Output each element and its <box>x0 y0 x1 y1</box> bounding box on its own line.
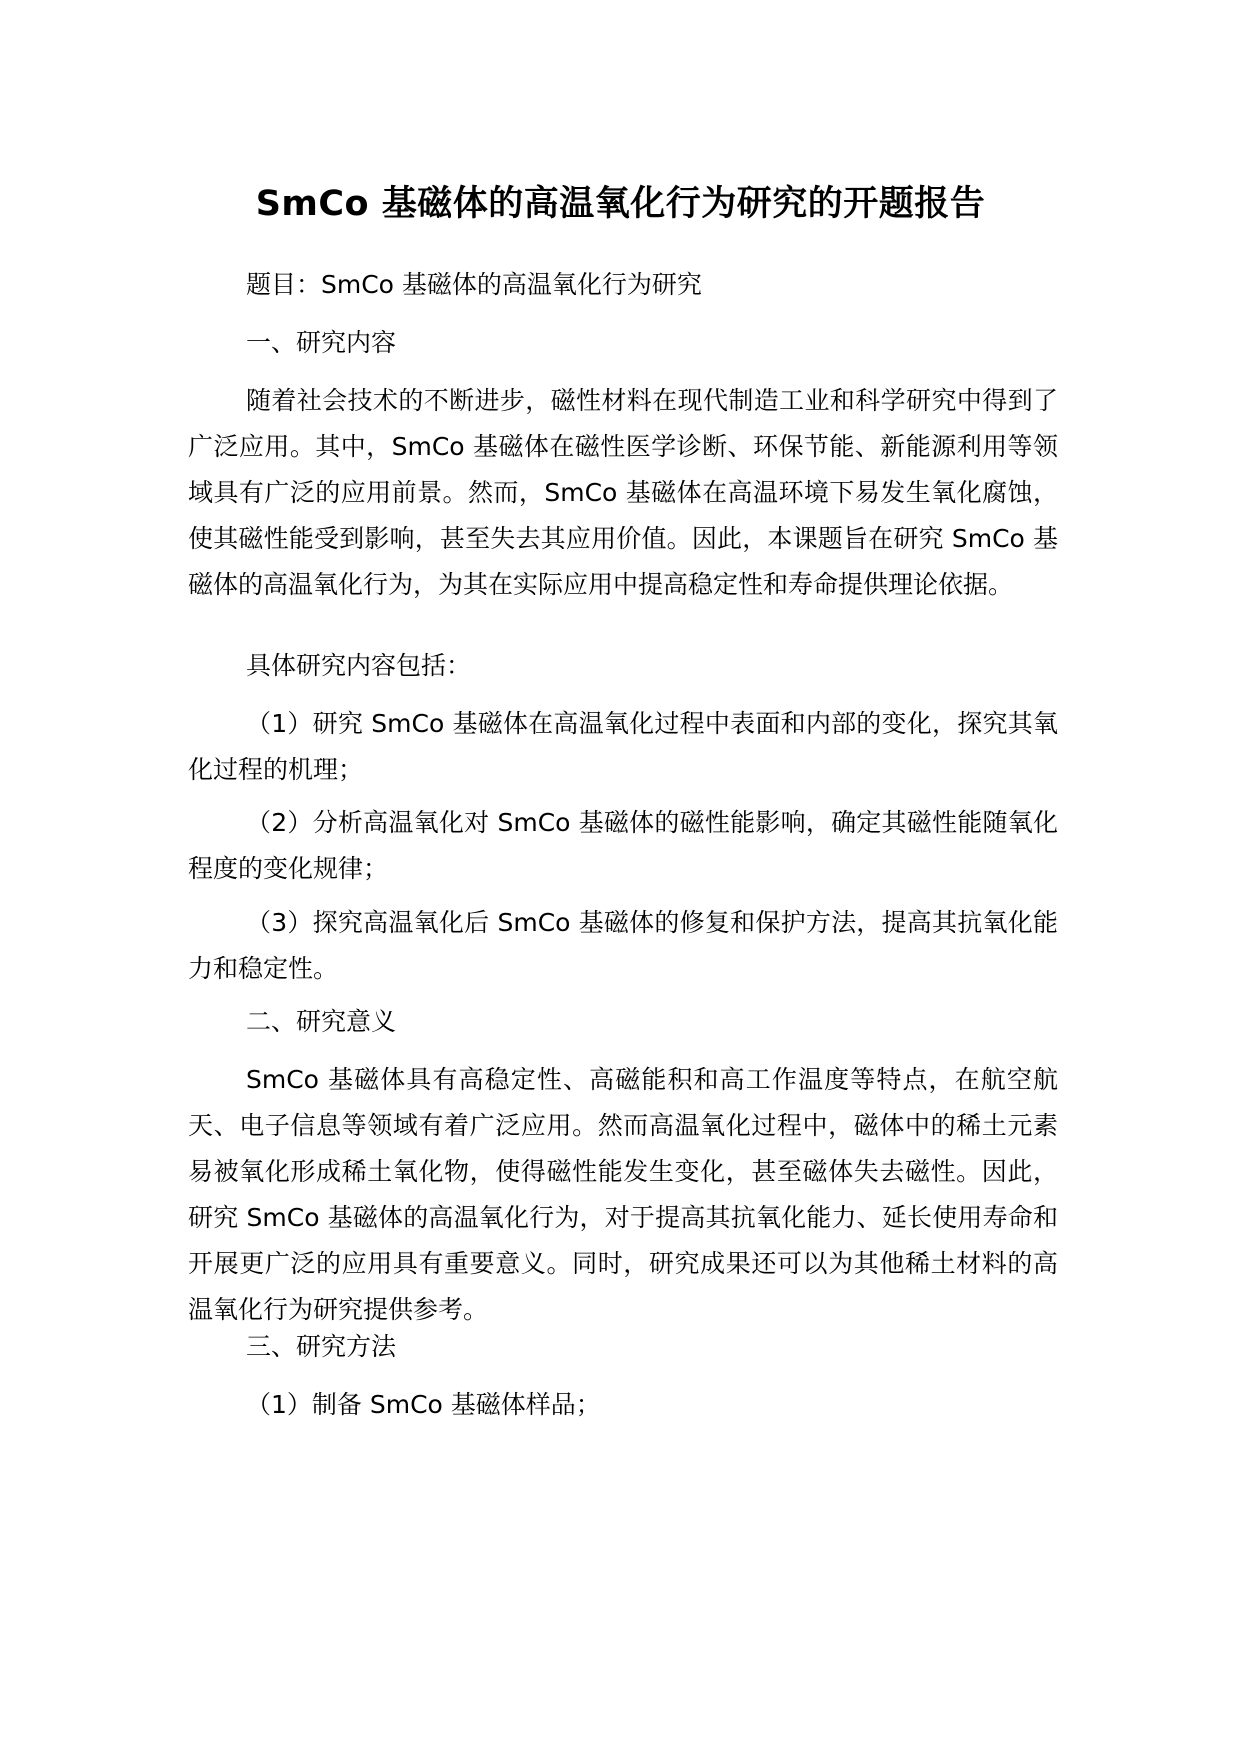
section-body-significance: SmCo 基磁体具有高稳定性、高磁能积和高工作温度等特点，在航空航天、电子信息等领域有着广泛应用。然而高温氧化过程中，磁体中的稀土元素易被氧化形成稀土氧化物，使得磁性能发生变化，甚至磁体失去磁性。因此，研究 SmCo 基磁体的高温氧化行为，对于提高其抗氧化能力、延长使用寿命和开展更广泛的应用具有重要意义。同时，研究成果还可以为其他稀土材料的高温氧化行为研究提供参考。 <box>188 1065 1058 1324</box>
document-title: SmCo 基磁体的高温氧化行为研究的开题报告 <box>255 184 986 224</box>
section-heading-methods: 三、研究方法 <box>246 1332 397 1361</box>
section-heading-content: 一、研究内容 <box>246 328 397 357</box>
section-body-content: 随着社会技术的不断进步，磁性材料在现代制造工业和科学研究中得到了广泛应用。其中，SmCo 基磁体在磁性医学诊断、环保节能、新能源利用等领域具有广泛的应用前景。然而，SmCo 基磁体在高温环境下易发生氧化腐蚀，使其磁性能受到影响，甚至失去其应用价值。因此，本课题旨在研究 SmCo 基磁体的高温氧化行为，为其在实际应用中提高稳定性和寿命提供理论依据。 <box>188 386 1058 599</box>
research-item-1: （1）研究 SmCo 基磁体在高温氧化过程中表面和内部的变化，探究其氧化过程的机理； <box>188 709 1058 784</box>
method-item-1: （1）制备 SmCo 基磁体样品； <box>246 1390 601 1419</box>
list-intro: 具体研究内容包括： <box>246 651 472 680</box>
subject-line: 题目：SmCo 基磁体的高温氧化行为研究 <box>246 270 702 299</box>
research-item-3: （3）探究高温氧化后 SmCo 基磁体的修复和保护方法，提高其抗氧化能力和稳定性。 <box>188 908 1058 983</box>
research-item-2: （2）分析高温氧化对 SmCo 基磁体的磁性能影响，确定其磁性能随氧化程度的变化规律； <box>188 808 1058 883</box>
section-heading-significance: 二、研究意义 <box>246 1007 397 1036</box>
